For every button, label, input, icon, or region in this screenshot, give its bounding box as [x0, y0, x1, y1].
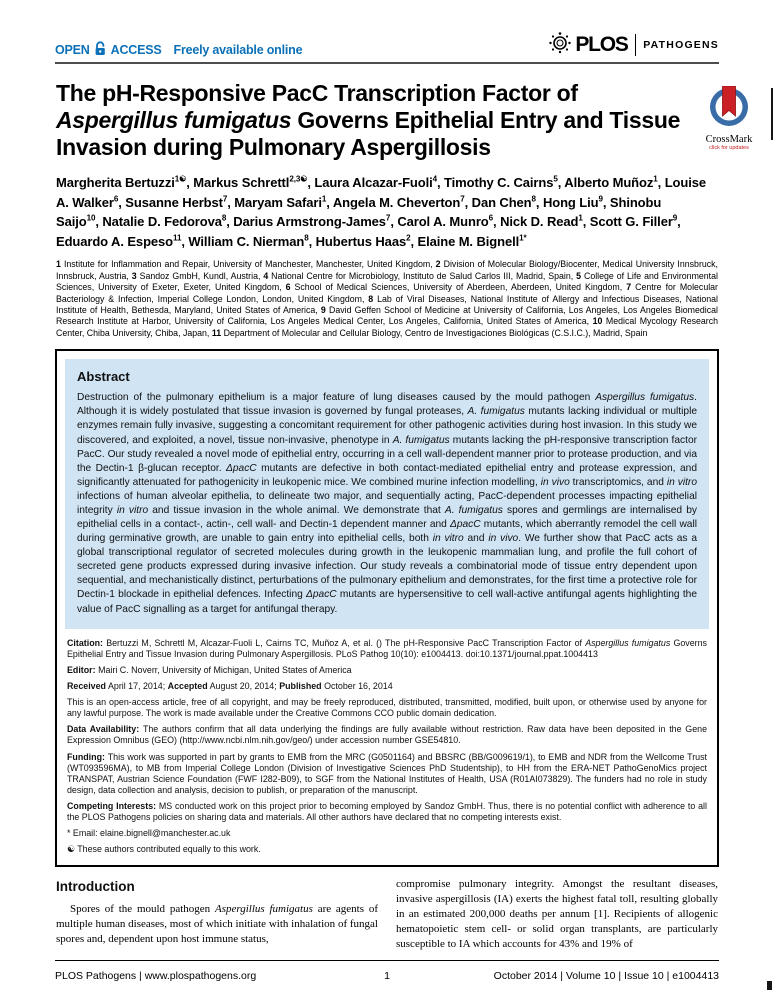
metadata-dates: Received April 17, 2014; Accepted August 20, 2014; Published October 16, 2014	[67, 680, 393, 691]
metadata-funding: Funding: This work was supported in part by grants to EMB from the MRC (G0501164) and BBSRC (BB/G009619/1), to EMB and NDR from the Wellcome Trust (WT093596MA), to MB from Imperial College London (Division of Investigative Sciences PhD Studentship), to HH from the ERA-NET PathoGenoMics project TRANSPAT, Austrian Science Foundation (FWF I282-B09), to SGF from the National Institutes of Health, USA (R01AI073829). The funders had no role in study design, data collection and analysis, decision to publish, or preparation of the manuscript.	[67, 751, 707, 795]
footer-page-number: 1	[384, 970, 390, 982]
journal-name-label: PATHOGENS	[643, 38, 719, 51]
author: William C. Nierman$^8$,	[188, 233, 316, 249]
plos-journal-logo	[548, 30, 719, 59]
author: Scott G. Filler$^9$,	[589, 214, 681, 230]
author: Laura Alcazar-Fuoli$^4$,	[314, 175, 445, 191]
intro-right-column	[396, 877, 718, 953]
abstract-heading: Abstract	[77, 369, 130, 385]
author: Shinobu Saijo$^{10}$,	[56, 194, 662, 230]
open-access-banner	[55, 41, 302, 59]
page-footer	[55, 960, 719, 982]
author: Timothy C. Cairns$^5$,	[444, 175, 565, 191]
page-edge-artifact	[771, 88, 773, 140]
author: Louise A. Walker$^6$,	[56, 175, 706, 210]
footer-issue-info: October 2014 | Volume 10 | Issue 10 | e1004413	[493, 970, 719, 982]
page-edge-artifact	[767, 981, 772, 990]
metadata-equal-contribution: ☯ These authors contributed equally to this work.	[67, 844, 261, 855]
author: Susanne Herbst$^7$,	[125, 194, 235, 210]
author: Markus Schrettl$^{2,3☯}$,	[193, 175, 315, 191]
footer-journal-url: PLOS Pathogens | www.plospathogens.org	[55, 970, 257, 982]
metadata-editor: Editor: Mairi C. Noverr, University of Michigan, United States of America	[67, 664, 352, 675]
abstract-text: Destruction of the pulmonary epithelium is a major feature of lung diseases caused by the mould pathogen Aspergillus fumigatus. Although it is widely postulated that tissue invasion is governed by fungal proteases, A. fumigatus mutants lacking individual or multiple enzymes remain fully invasive, suggesting a concomitant requirement for other pathogenic activities during host invasion. In this study we discovered, and exploited, a novel, tissue non-invasive, phenotype in A. fumigatus mutants lacking the pH-responsive transcription factor PacC. Our study revealed a novel mode of epithelial entry, occurring in a cell wall-dependent manner prior to protease production, and via the Dectin-1 β-glucan receptor. ΔpacC mutants are defective in both contact-mediated epithelial entry and protease expression, and significantly attenuated for pathogenicity in leukopenic mice. We combined murine infection modelling, in vivo transcriptomics, and in vitro infections of human alveolar epithelia, to delineate two major, and sequentially acting, PacC-dependent processes impacting epithelial integrity in vitro and tissue invasion in the whole animal. We demonstrate that A. fumigatus spores and germlings are internalised by epithelial cells in a contact-, actin-, cell wall- and Dectin-1 dependent manner and ΔpacC mutants, which aberrantly remodel the cell wall during germinative growth, are unable to gain entry into epithelial cells, both in vitro and in vivo. We further show that PacC acts as a global transcriptional regulator of secreted molecules during growth in the leukopenic mammalian lung, and profile the full cohort of secreted gene products expressed during invasive infection. Our study reveals a combinatorial mode of tissue entry dependent upon sequential, and mechanistically distinct, perturbations of the pulmonary epithelium and demonstrates, for the first time a protective role for Dectin-1 blockade in epithelial defences. Infecting ΔpacC mutants are hypersensitive to cell wall-active antifungal agents highlighting the value of PacC signalling as a target for antifungal therapy.	[77, 392, 698, 615]
freely-available-label: Freely available online	[173, 43, 303, 57]
article-metadata	[65, 629, 709, 856]
open-access-access-label: ACCESS	[110, 43, 162, 57]
abstract-section	[65, 359, 709, 628]
introduction-section	[56, 877, 718, 953]
metadata-license: This is an open-access article, free of all copyright, and may be freely reproduced, distributed, transmitted, modified, built upon, or otherwise used by anyone for any lawful purpose. The work is made available under the Creative Commons CCO public domain dedication.	[67, 697, 707, 719]
author: Carol A. Munro$^6$,	[397, 214, 501, 230]
crossmark-badge[interactable]	[698, 86, 760, 151]
introduction-heading: Introduction	[56, 878, 135, 894]
metadata-citation: Citation: Bertuzzi M, Schrettl M, Alcazar-Fuoli L, Cairns TC, Muñoz A, et al. () The pH-Responsive PacC Transcription Factor of Aspergillus fumigatus Governs Epithelial Entry and Tissue Invasion during Pulmonary Aspergillosis. PLoS Pathog 10(10): e1004413. doi:10.1371/journal.ppat.1004413	[67, 637, 707, 659]
author: Maryam Safari$^1$,	[234, 194, 333, 210]
author: Hong Liu$^9$,	[542, 194, 610, 210]
metadata-email: * Email: elaine.bignell@manchester.ac.uk	[67, 828, 231, 839]
author: Margherita Bertuzzi$^{1☯}$,	[56, 175, 194, 191]
logo-divider	[635, 34, 637, 56]
author: Natalie D. Fedorova$^8$,	[102, 214, 234, 230]
author-list	[56, 173, 706, 251]
intro-left-column	[56, 877, 378, 953]
author: Angela M. Cheverton$^7$,	[332, 194, 472, 210]
open-access-open-label: OPEN	[55, 43, 90, 57]
author: Darius Armstrong-James$^7$,	[233, 214, 398, 230]
article-title: The pH-Responsive PacC Transcription Factor of Aspergillus fumigatus Governs Epithelial Entry and Tissue Invasion during Pulmonary Aspergillosis	[56, 80, 681, 161]
open-lock-icon	[94, 41, 107, 59]
plos-wordmark: PLOS	[575, 32, 628, 56]
author: Nick D. Read$^1$,	[500, 214, 590, 230]
author: Alberto Muñoz$^1$,	[564, 175, 665, 191]
metadata-competing-interests: Competing Interests: MS conducted work on this project prior to becoming employed by Sandoz GmbH. Thus, there is no potential conflict with adherence to all the PLOS Pathogens policies on sharing data and materials. All other authors have declared that no competing interests exist.	[67, 801, 707, 823]
plos-pathogen-icon	[548, 30, 572, 59]
crossmark-subtext: click for updates	[709, 145, 749, 151]
metadata-data-availability: Data Availability: The authors confirm that all data underlying the findings are fully available without restriction. Raw data have been deposited in the Gene Expression Omnibus (GEO) (http://www.ncbi.nlm.nih.gov/geo/) under accession number GSE54810.	[67, 724, 708, 746]
author: Hubertus Haas$^2$,	[315, 233, 418, 249]
crossmark-icon	[706, 115, 752, 132]
author: Elaine M. Bignell$^{1*}$	[417, 233, 527, 249]
intro-paragraph-left: Spores of the mould pathogen Aspergillus fumigatus are agents of multiple human diseases, most of which initiate with inhalation of fungal spores and, dependent upon host immune status,	[56, 902, 378, 945]
author: Dan Chen$^8$,	[471, 194, 543, 210]
author: Eduardo A. Espeso$^{11}$,	[56, 233, 189, 249]
front-matter-box	[55, 349, 719, 866]
intro-paragraph-right: compromise pulmonary integrity. Amongst the resultant diseases, invasive aspergillosis (IA) exerts the highest fatal toll, resulting globally in an estimated 200,000 deaths per annum [1]. Recipients of allogenic hematopoietic stem cell- or solid organ transplants, are particularly susceptible to IA which accounts for 43% and 19% of	[396, 877, 718, 951]
crossmark-label: CrossMark	[705, 134, 753, 145]
affiliation-list: 1 Institute for Inflammation and Repair, University of Manchester, Manchester, United Kingdom, 2 Division of Molecular Biology/Biocenter, Medical University Innsbruck, Innsbruck, Austria, 3 Sandoz GmbH, Kundl, Austria, 4 National Centre for Microbiology, Instituto de Salud Carlos III, Madrid, Spain, 5 College of Life and Environmental Sciences, University of Exeter, Exeter, United Kingdom, 6 School of Medical Sciences, University of Aberdeen, Aberdeen, United Kingdom, 7 Centre for Molecular Bacteriology & Infection, Imperial College London, London, United Kingdom, 8 Lab of Viral Diseases, National Institute of Allergy and Infectious Diseases, National Institute of Health, Bethesda, Maryland, United States of America, 9 David Geffen School of Medicine at University of California, Los Angeles, Los Angeles Biomedical Research Institute at Harbor, University of California, Los Angeles Medical Center, Los Angeles, California, United States of America, 10 Medical Mycology Research Center, Chiba University, Chiba, Japan, 11 Department of Molecular and Cellular Biology, Centro de Investigaciones Biológicas (C.S.I.C.), Madrid, Spain	[56, 259, 719, 338]
page-header	[55, 0, 719, 64]
